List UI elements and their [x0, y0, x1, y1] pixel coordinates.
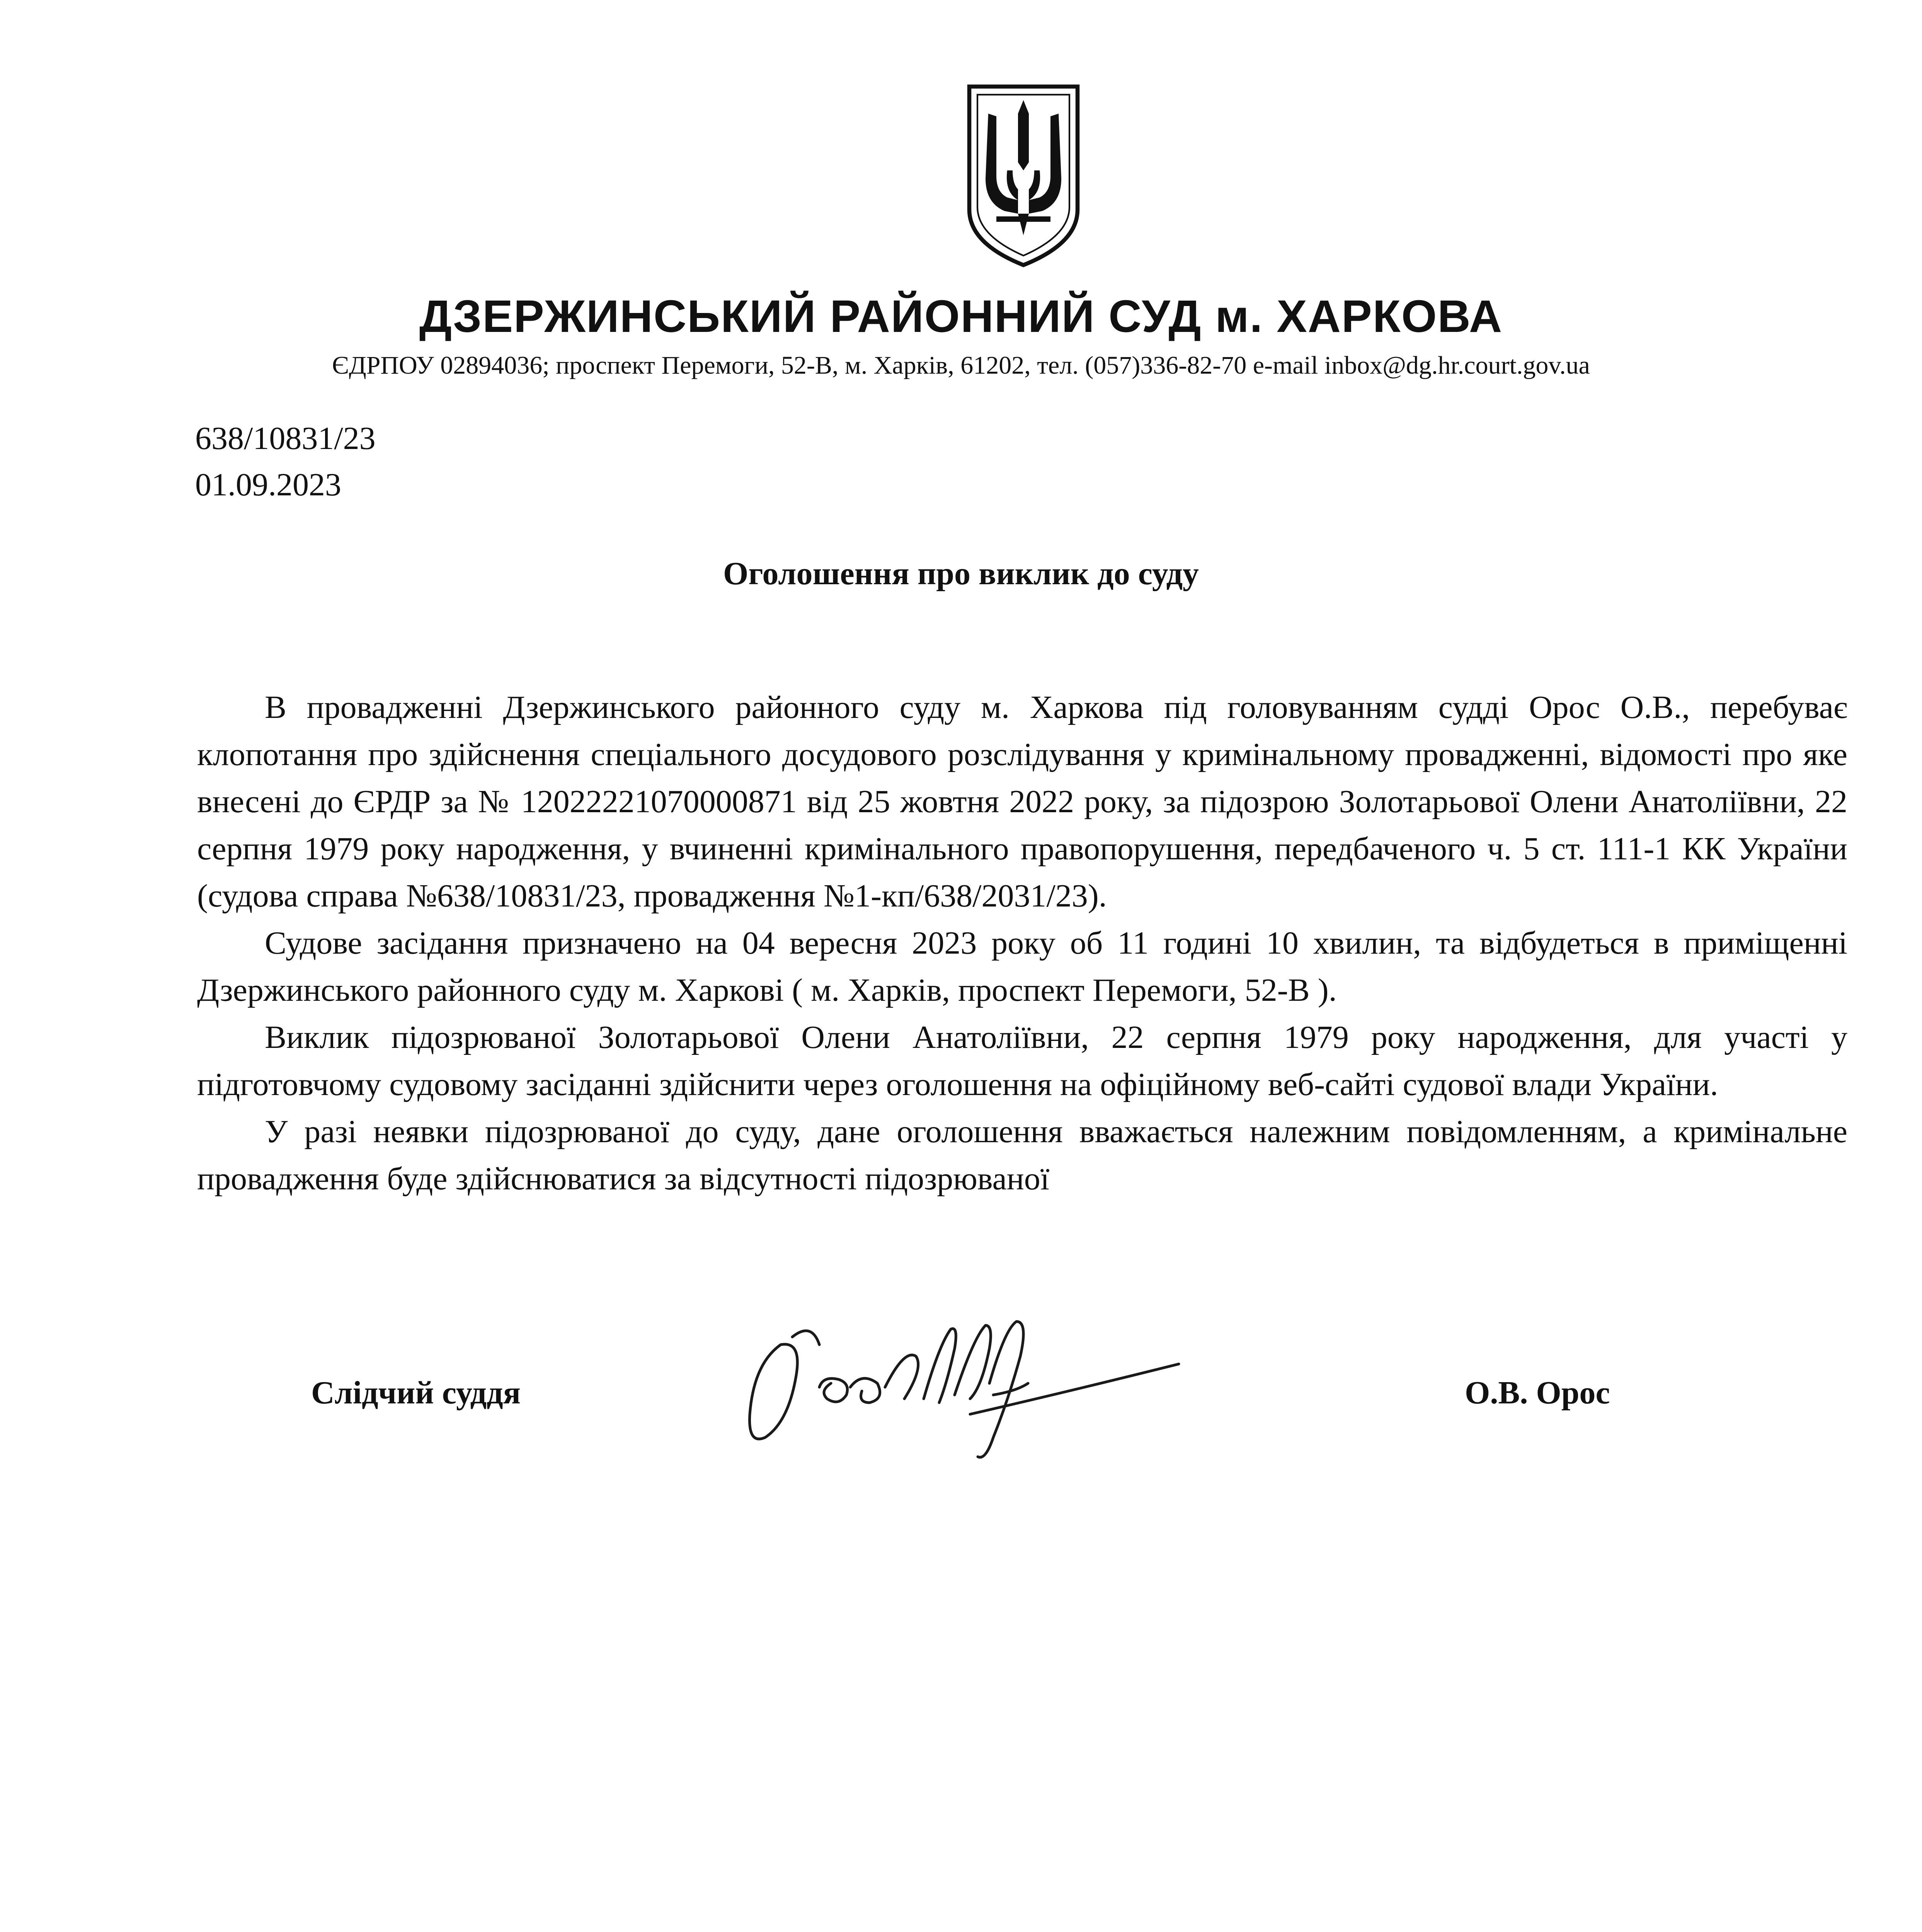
- signer-name: О.В. Орос: [1465, 1375, 1610, 1411]
- court-contacts: ЄДРПОУ 02894036; проспект Перемоги, 52-В, м. Харків, 61202, тел. (057)336-82-70 e-mail inbox@dg.hr.court.gov.ua: [332, 351, 1590, 379]
- body-paragraph: Виклик підозрюваної Золотарьової Олени Анатоліївни, 22 серпня 1979 року народження, для участі у підготовчому судовому засіданні здійснити через оголошення на офіційному веб-сайті судової влади України.: [197, 1019, 1847, 1102]
- handwritten-signature-icon: [723, 1298, 1210, 1480]
- body-paragraph: В провадженні Дзержинського районного суду м. Харкова під головуванням судді Орос О.В., перебуває клопотання про здійснення спеціального досудового розслідування у кримінальному провадженні, відомості про яке внесені до ЄРДР за № 12022221070000871 від 25 жовтня 2022 року, за підозрою Золотарьової Олени Анатоліївни, 22 серпня 1979 року народження, у вчиненні кримінального правопорушення, передбаченого ч. 5 ст. 111-1 КК України (судова справа №638/10831/23, провадження №1-кп/638/2031/23).: [197, 689, 1847, 914]
- signer-role: Слідчий суддя: [311, 1375, 521, 1411]
- document-date: 01.09.2023: [195, 467, 341, 503]
- case-number: 638/10831/23: [195, 420, 376, 456]
- body-paragraph: Судове засідання призначено на 04 вересня 2023 року об 11 годині 10 хвилин, та відбудеться в приміщенні Дзержинського районного суду м. Харкові ( м. Харків, проспект Перемоги, 52-В ).: [197, 925, 1847, 1008]
- body-paragraph: У разі неявки підозрюваної до суду, дане оголошення вважається належним повідомленням, а кримінальне провадження буде здійснюватися за відсутності підозрюваної: [197, 1114, 1847, 1197]
- tryzub-coat-of-arms-icon: [954, 81, 1093, 270]
- document-body: [197, 684, 1847, 1202]
- document-title: Оголошення про виклик до суду: [723, 556, 1199, 592]
- court-name: ДЗЕРЖИНСЬКИЙ РАЙОННИЙ СУД м. ХАРКОВА: [419, 291, 1503, 342]
